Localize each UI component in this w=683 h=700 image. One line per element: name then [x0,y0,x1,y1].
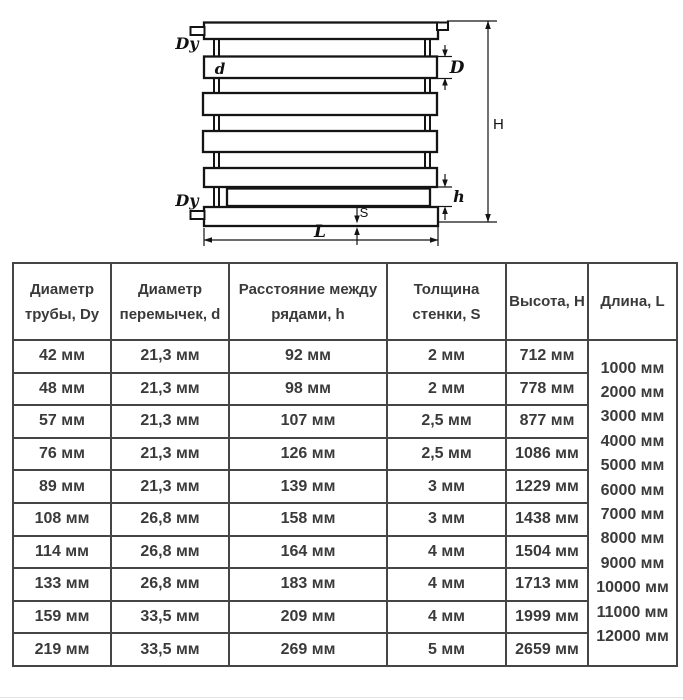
label-d: d [214,60,226,78]
table-cell: 877 мм [506,405,588,438]
table-cell: 1438 мм [506,503,588,536]
table-cell: 1713 мм [506,568,588,601]
table-row [13,601,677,634]
arrowhead [204,237,212,243]
table-cell: 21,3 мм [111,340,229,373]
arrowhead [485,214,491,222]
arrowhead [430,237,438,243]
table-cell: 48 мм [13,373,111,406]
table-cell: 139 мм [229,470,387,503]
label-S: S [359,205,369,220]
length-value: 7000 мм [600,505,665,523]
register-diagram [0,0,683,256]
table-cell: 57 мм [13,405,111,438]
table-cell: 33,5 мм [111,601,229,634]
table-cell: 26,8 мм [111,568,229,601]
table-cell: 98 мм [229,373,387,406]
stub-top-right [437,23,448,31]
table-cell: 2 мм [387,340,506,373]
header-row-spacing: Расстояние между рядами, h [229,263,387,340]
length-value: 8000 мм [600,530,665,548]
bottom-divider [0,697,683,698]
length-value: 6000 мм [600,481,665,499]
pipe-bar [204,168,437,187]
length-value: 11000 мм [596,603,669,621]
stub-bottom-left [191,211,205,219]
label-H: H [493,116,504,133]
length-value: 2000 мм [600,383,665,401]
length-values-list [590,341,675,665]
length-value: 1000 мм [600,359,665,377]
length-value: 3000 мм [600,408,665,426]
table-cell: 159 мм [13,601,111,634]
table-header-row [13,263,677,340]
table-cell: 2 мм [387,373,506,406]
pipe-bar [203,93,437,115]
length-value: 5000 мм [600,457,665,475]
table-cell: 164 мм [229,536,387,569]
table-row [13,438,677,471]
table-cell: 26,8 мм [111,536,229,569]
pipe-register-spec-table [12,262,678,667]
table-cell: 269 мм [229,633,387,666]
table-cell: 76 мм [13,438,111,471]
table-cell: 107 мм [229,405,387,438]
table-cell: 26,8 мм [111,503,229,536]
table-cell: 2,5 мм [387,438,506,471]
table-cell: 21,3 мм [111,470,229,503]
table-cell: 42 мм [13,340,111,373]
table-cell: 1229 мм [506,470,588,503]
table-cell: 1086 мм [506,438,588,471]
pipe-bar [227,189,430,207]
length-values-cell [588,340,677,666]
label-D: D [449,58,465,78]
table-cell: 108 мм [13,503,111,536]
length-value: 4000 мм [600,432,665,450]
header-length: Длина, L [588,263,677,340]
header-pipe-diameter: Диаметр трубы, Dy [13,263,111,340]
table-row [13,340,677,373]
table-cell: 126 мм [229,438,387,471]
table-cell: 2,5 мм [387,405,506,438]
length-value: 12000 мм [596,628,669,645]
table-cell: 1999 мм [506,601,588,634]
table-cell: 3 мм [387,503,506,536]
table-cell: 21,3 мм [111,438,229,471]
table-cell: 4 мм [387,536,506,569]
length-value: 10000 мм [596,579,669,597]
table-cell: 3 мм [387,470,506,503]
table-row [13,405,677,438]
table-cell: 778 мм [506,373,588,406]
label-dy-bottom: Dy [175,191,199,210]
table-cell: 33,5 мм [111,633,229,666]
table-cell: 114 мм [13,536,111,569]
pipe-bar [204,23,438,40]
table-cell: 89 мм [13,470,111,503]
label-dy-top: Dy [175,34,199,53]
header-jumper-diameter: Диаметр перемычек, d [111,263,229,340]
label-L: L [314,222,326,242]
header-height: Высота, H [506,263,588,340]
table-cell: 4 мм [387,601,506,634]
header-wall-thickness: Толщина стенки, S [387,263,506,340]
arrowhead [442,206,448,214]
table-cell: 183 мм [229,568,387,601]
table-cell: 158 мм [229,503,387,536]
table-cell: 219 мм [13,633,111,666]
table-row [13,536,677,569]
pipe-bars [203,23,438,227]
table-cell: 712 мм [506,340,588,373]
table-cell: 1504 мм [506,536,588,569]
table-row [13,568,677,601]
table-row [13,373,677,406]
arrowhead [442,180,448,188]
table-cell: 5 мм [387,633,506,666]
table-row [13,470,677,503]
table-cell: 133 мм [13,568,111,601]
table-cell: 2659 мм [506,633,588,666]
table-cell: 21,3 мм [111,405,229,438]
table-row [13,503,677,536]
table-cell: 209 мм [229,601,387,634]
table-row [13,633,677,666]
arrowhead [485,21,491,29]
pipe-bar [204,57,437,79]
arrowhead [354,227,360,235]
table-cell: 21,3 мм [111,373,229,406]
pipe-bar [203,131,437,152]
label-h: h [453,187,465,206]
table-cell: 92 мм [229,340,387,373]
table-cell: 4 мм [387,568,506,601]
length-value: 9000 мм [600,554,665,572]
